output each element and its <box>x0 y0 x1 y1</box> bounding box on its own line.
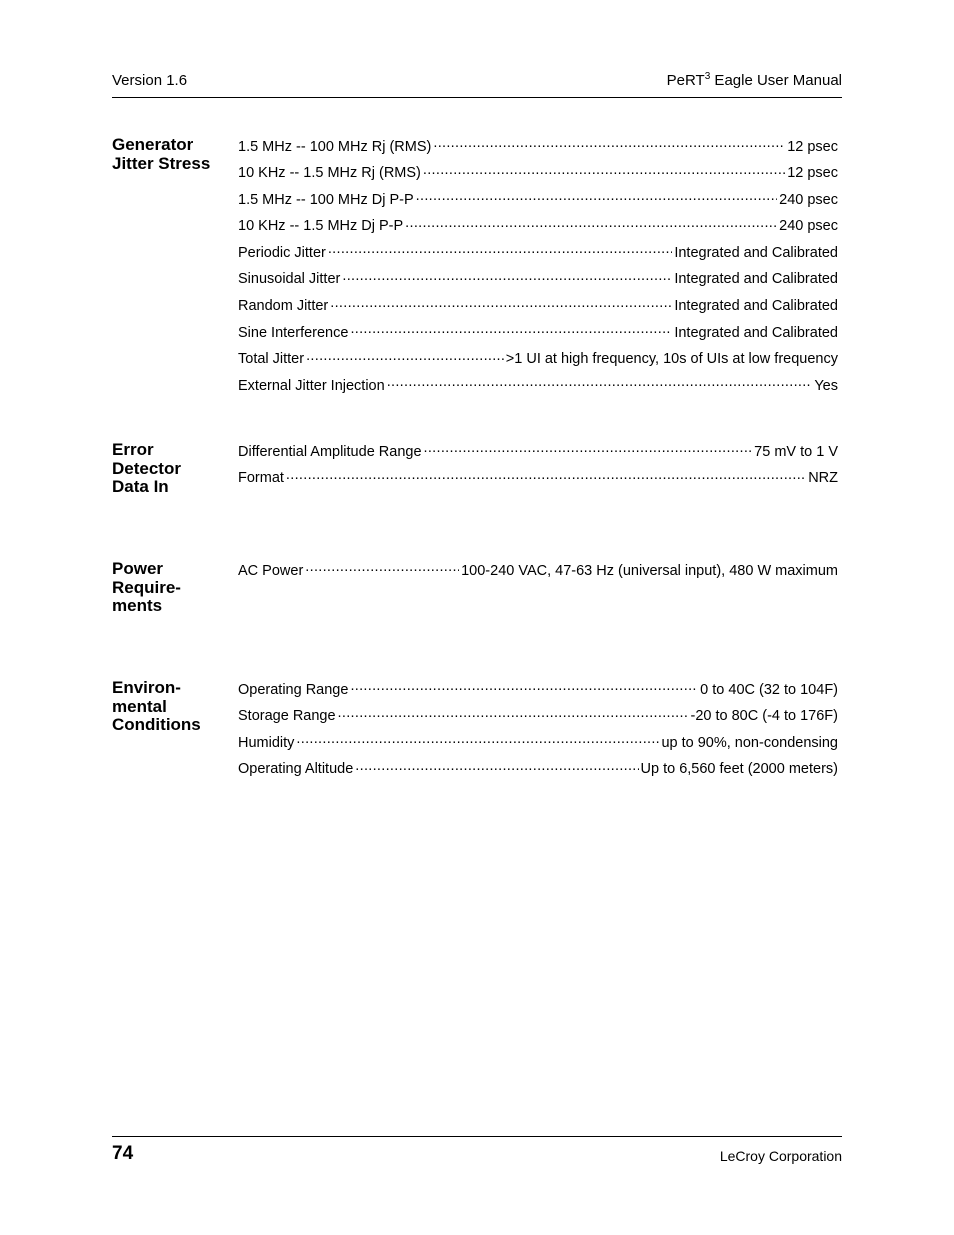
spec-label: Format <box>238 470 284 487</box>
manual-title-superscript: 3 <box>704 71 711 82</box>
spec-label: Differential Amplitude Range <box>238 443 422 460</box>
spec-row <box>238 375 838 402</box>
spec-value: -20 to 80C (-4 to 176F) <box>690 708 838 725</box>
version-label: Version 1.6 <box>112 72 188 89</box>
spec-row <box>238 269 838 296</box>
spec-label: Total Jitter <box>238 351 305 368</box>
spec-row <box>238 759 838 786</box>
spec-value: 240 psec <box>779 191 838 208</box>
dot-leader <box>342 269 672 284</box>
spec-value: Integrated and Calibrated <box>674 271 838 288</box>
dot-leader <box>350 679 698 694</box>
page-footer <box>112 1143 842 1167</box>
spec-row <box>238 189 838 216</box>
dot-leader <box>330 296 672 311</box>
spec-row <box>238 349 838 376</box>
spec-list <box>238 679 838 785</box>
dot-leader <box>405 216 777 231</box>
header-divider <box>112 97 842 98</box>
spec-list <box>238 136 838 402</box>
section-heading: Generator Jitter Stress <box>112 135 211 173</box>
spec-list <box>238 560 838 587</box>
spec-value: 0 to 40C (32 to 104F) <box>700 681 838 698</box>
dot-leader <box>423 163 785 178</box>
spec-row <box>238 216 838 243</box>
spec-value: 100-240 VAC, 47-63 Hz (universal input), 480 W maximum <box>461 562 838 579</box>
spec-value: 12 psec <box>787 138 838 155</box>
spec-row <box>238 732 838 759</box>
spec-label: Storage Range <box>238 708 336 725</box>
dot-leader <box>350 322 672 337</box>
spec-value: 240 psec <box>779 218 838 235</box>
spec-label: Sinusoidal Jitter <box>238 271 341 288</box>
dot-leader <box>433 136 785 151</box>
spec-label: 10 KHz -- 1.5 MHz Rj (RMS) <box>238 165 421 182</box>
spec-row <box>238 322 838 349</box>
spec-label: 10 KHz -- 1.5 MHz Dj P-P <box>238 218 404 235</box>
spec-value: Integrated and Calibrated <box>674 298 838 315</box>
spec-row <box>238 136 838 163</box>
dot-leader <box>328 242 673 257</box>
spec-value: >1 UI at high frequency, 10s of UIs at low frequency <box>505 351 838 368</box>
spec-value: 75 mV to 1 V <box>754 443 838 460</box>
manual-title-suffix: Eagle User Manual <box>710 72 842 89</box>
footer-divider <box>112 1136 842 1137</box>
company-name: LeCroy Corporation <box>719 1148 842 1164</box>
dot-leader <box>355 759 638 774</box>
dot-leader <box>416 189 777 204</box>
spec-row <box>238 441 838 468</box>
spec-value: Yes <box>814 377 838 394</box>
spec-value: 12 psec <box>787 165 838 182</box>
section-heading: Environ- mental Conditions <box>112 678 201 734</box>
dot-leader <box>387 375 813 390</box>
spec-row <box>238 242 838 269</box>
section-heading: Error Detector Data In <box>112 440 181 496</box>
spec-value: up to 90%, non-condensing <box>661 734 838 751</box>
dot-leader <box>338 706 689 721</box>
spec-label: Operating Range <box>238 681 349 698</box>
dot-leader <box>286 468 806 483</box>
spec-row <box>238 468 838 495</box>
spec-list <box>238 441 838 494</box>
spec-label: External Jitter Injection <box>238 377 385 394</box>
spec-label: Periodic Jitter <box>238 244 326 261</box>
spec-label: Humidity <box>238 734 295 751</box>
spec-label: Sine Interference <box>238 324 349 341</box>
manual-title-prefix: PeRT <box>666 72 705 89</box>
spec-row <box>238 679 838 706</box>
spec-value: Integrated and Calibrated <box>674 324 838 341</box>
spec-row <box>238 163 838 190</box>
spec-value: Integrated and Calibrated <box>674 244 838 261</box>
spec-row <box>238 296 838 323</box>
spec-row <box>238 706 838 733</box>
dot-leader <box>424 441 753 456</box>
spec-value: NRZ <box>808 470 838 487</box>
dot-leader <box>306 349 504 364</box>
spec-value: Up to 6,560 feet (2000 meters) <box>640 761 838 778</box>
spec-row <box>238 560 838 587</box>
dot-leader <box>296 732 659 747</box>
spec-label: Random Jitter <box>238 298 329 315</box>
manual-title <box>667 72 842 89</box>
spec-label: 1.5 MHz -- 100 MHz Rj (RMS) <box>238 138 432 155</box>
page-header <box>112 70 842 90</box>
spec-label: 1.5 MHz -- 100 MHz Dj P-P <box>238 191 414 208</box>
page-number: 74 <box>112 1143 134 1164</box>
section-heading: Power Require- ments <box>112 559 181 615</box>
spec-label: AC Power <box>238 562 304 579</box>
dot-leader <box>305 560 459 575</box>
spec-label: Operating Altitude <box>238 761 354 778</box>
